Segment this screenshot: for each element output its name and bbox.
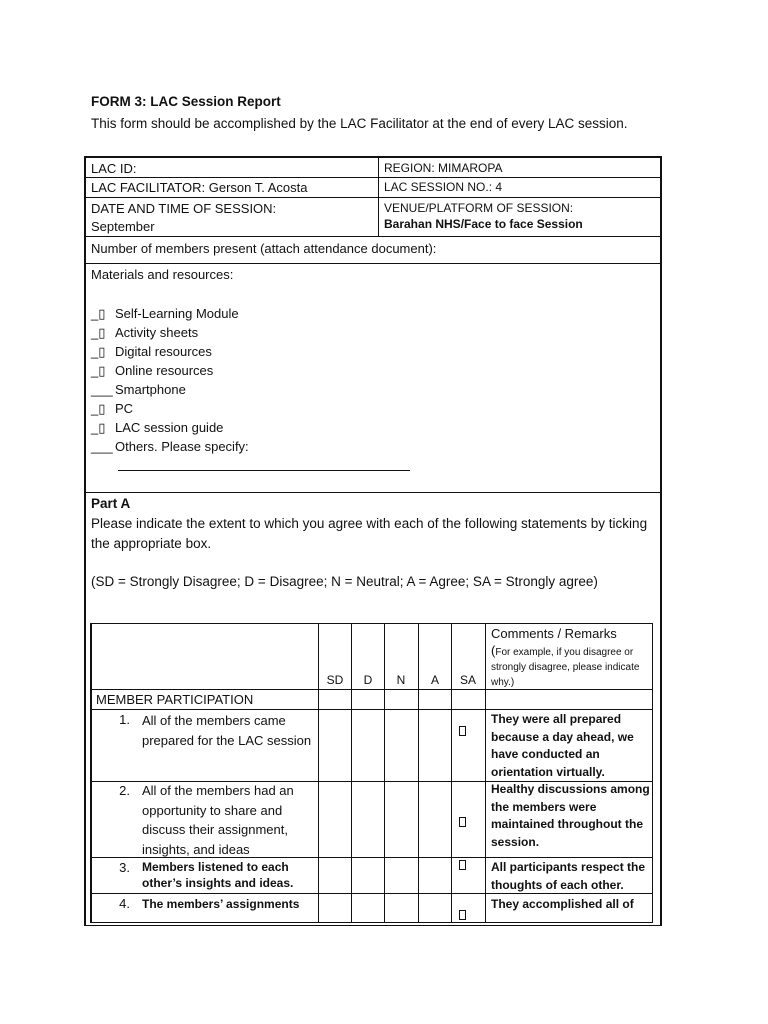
- row-number: 1.: [119, 712, 130, 727]
- row-remark: They were all prepared because a day ahead, we have conducted an orientation virtually.: [491, 712, 634, 779]
- part-a-section: [91, 494, 651, 592]
- venue-value: Barahan NHS/Face to face Session: [384, 217, 583, 231]
- region-field: REGION: MIMAROPA: [384, 161, 503, 175]
- checkbox-sa[interactable]: [459, 726, 466, 736]
- materials-heading: Materials and resources:: [91, 267, 234, 282]
- specify-line: [118, 470, 410, 471]
- checkbox-sa[interactable]: [459, 817, 466, 827]
- column-header-a: A: [430, 673, 439, 687]
- form-subtitle: This form should be accomplished by the LAC Facilitator at the end of every LAC session.: [91, 116, 628, 131]
- row-statement: All of the members came prepared for the LAC session: [142, 713, 312, 748]
- venue-label: VENUE/PLATFORM OF SESSION:: [384, 201, 574, 215]
- members-present-field: Number of members present (attach attendance document):: [91, 241, 437, 256]
- material-item: ___ Others. Please specify:: [91, 439, 249, 454]
- session-no-field: LAC SESSION NO.: 4: [384, 180, 503, 194]
- lac-id-field: LAC ID:: [91, 161, 137, 176]
- part-a-instruction: Please indicate the extent to which you agree with each of the following statements by ticking the appropriate box.: [91, 516, 648, 551]
- part-a-heading: Part A: [91, 496, 131, 511]
- material-item: _▯ Self-Learning Module: [91, 306, 239, 321]
- part-a-legend: (SD = Strongly Disagree; D = Disagree; N = Neutral; A = Agree; SA = Strongly agree): [91, 574, 598, 589]
- row-statement: The members’ assignments: [142, 897, 300, 911]
- section-member-participation: MEMBER PARTICIPATION: [96, 692, 254, 707]
- divider: [84, 236, 662, 237]
- material-item: _▯ Online resources: [91, 363, 214, 378]
- column-header-d: D: [363, 673, 373, 687]
- row-remark: They accomplished all of: [491, 897, 634, 911]
- row-remark: All participants respect the thoughts of each other.: [491, 860, 646, 892]
- divider: [418, 623, 419, 923]
- divider: [451, 623, 452, 923]
- row-statement: All of the members had an opportunity to share and discuss their assignment, insights, and ideas: [142, 783, 294, 857]
- column-header-sa: SA: [459, 673, 476, 687]
- remarks-header: Comments / Remarks (For example, if you disagree or strongly disagree, please indicate why.): [491, 626, 640, 688]
- column-header-n: N: [396, 673, 406, 687]
- material-item: _▯ LAC session guide: [91, 420, 224, 435]
- date-label: DATE AND TIME OF SESSION:: [91, 201, 277, 216]
- divider: [84, 197, 662, 198]
- material-item: _▯ Digital resources: [91, 344, 212, 359]
- checkbox-sa[interactable]: [459, 860, 466, 870]
- divider: [90, 709, 653, 710]
- divider: [378, 156, 379, 237]
- checkbox-sa[interactable]: [459, 910, 466, 920]
- date-value: September: [91, 219, 155, 234]
- divider: [84, 177, 662, 178]
- row-remark: Healthy discussions among the members were maintained throughout the session.: [491, 782, 650, 849]
- divider: [84, 263, 662, 264]
- material-item: _▯ PC: [91, 401, 134, 416]
- column-header-sd: SD: [326, 673, 344, 687]
- row-statement: Members listened to each other’s insights and ideas.: [142, 860, 294, 890]
- row-number: 4.: [119, 896, 130, 911]
- facilitator-field: LAC FACILITATOR: Gerson T. Acosta: [91, 180, 308, 195]
- divider: [84, 492, 662, 493]
- divider: [351, 623, 352, 923]
- material-item: _▯ Activity sheets: [91, 325, 199, 340]
- row-number: 3.: [119, 860, 130, 875]
- divider: [318, 623, 319, 923]
- row-number: 2.: [119, 783, 130, 798]
- form-title: FORM 3: LAC Session Report: [91, 94, 281, 109]
- material-item: ___ Smartphone: [91, 382, 186, 397]
- divider: [485, 623, 486, 923]
- divider: [384, 623, 385, 923]
- materials-list: [91, 304, 249, 456]
